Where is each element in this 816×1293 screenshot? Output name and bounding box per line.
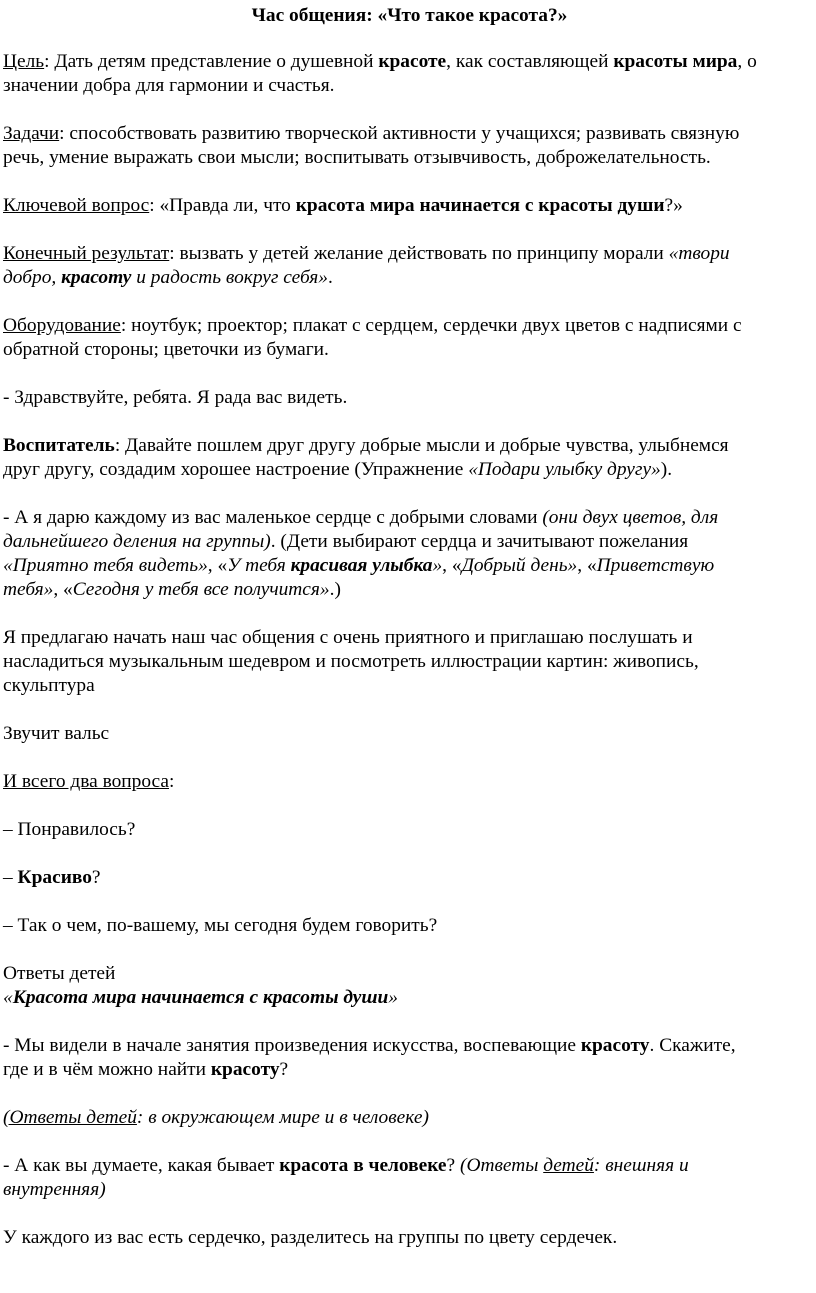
equipment-label: Оборудование bbox=[3, 315, 121, 336]
hearts-line-2 bbox=[3, 530, 816, 554]
what-beauty-text: - А как вы думаете, какая бывает bbox=[3, 1155, 280, 1176]
what-beauty-italic: (Ответы bbox=[460, 1155, 544, 1176]
question-2-mark: ? bbox=[91, 867, 101, 888]
result-italic: добро, bbox=[3, 267, 62, 288]
two-questions-label: И всего два вопроса bbox=[3, 771, 169, 792]
hearts-italic: Сегодня у тебя все получится» bbox=[72, 579, 330, 600]
teacher-line-2 bbox=[3, 458, 816, 482]
hearts-line-4 bbox=[3, 578, 816, 602]
saw-text: - Мы видели в начале занятия произведения искусства, воспевающие bbox=[3, 1035, 581, 1056]
tasks-line-2: речь, умение выражать свои мысли; воспитывать отзывчивость, доброжелательность. bbox=[3, 147, 711, 168]
tasks-line-1 bbox=[3, 122, 816, 146]
saw-text: . Скажите, bbox=[649, 1035, 736, 1056]
key-question-line bbox=[3, 194, 816, 218]
answers-quote: Красота мира начинается с красоты души bbox=[12, 987, 389, 1008]
answers-quote-mark: « bbox=[3, 987, 13, 1008]
hearts-text: .) bbox=[329, 579, 341, 600]
hearts-italic: тебя» bbox=[3, 579, 54, 600]
saw-bold: красоту bbox=[210, 1059, 280, 1080]
two-questions-colon: : bbox=[169, 771, 175, 792]
saw-text: ? bbox=[279, 1059, 289, 1080]
result-line-1 bbox=[3, 242, 816, 266]
what-beauty-italic: : внешняя и bbox=[593, 1155, 689, 1176]
question-3: – Так о чем, по-вашему, мы сегодня будем говорить? bbox=[3, 915, 438, 936]
teacher-text: : Давайте пошлем друг другу добрые мысли и добрые чувства, улыбнемся bbox=[114, 435, 729, 456]
answers-2-label: (Ответы детей bbox=[3, 1107, 137, 1128]
result-line-2 bbox=[3, 266, 816, 290]
hearts-italic: Приветствую bbox=[596, 555, 715, 576]
hearts-text: , « bbox=[53, 579, 73, 600]
hearts-text: , « bbox=[577, 555, 597, 576]
equipment-line-1 bbox=[3, 314, 816, 338]
answers-label: Ответы детей bbox=[3, 963, 116, 984]
goal-bold-beauty: красоте bbox=[378, 51, 447, 72]
hearts-italic: » bbox=[432, 555, 443, 576]
hearts-text: - А я дарю каждому из вас маленькое сердце с добрыми словами bbox=[3, 507, 543, 528]
hearts-text: , « bbox=[207, 555, 228, 576]
goal-line-2: значении добра для гармонии и счастья. bbox=[3, 75, 335, 96]
answers-quote-mark: » bbox=[388, 987, 398, 1008]
waltz-line: Звучит вальс bbox=[3, 723, 110, 744]
answers-2-text: : в окружающем мире и в человеке) bbox=[136, 1107, 429, 1128]
result-italic: «твори bbox=[668, 243, 730, 264]
result-italic: и радость вокруг себя» bbox=[131, 267, 328, 288]
result-text: . bbox=[327, 267, 333, 288]
key-question-label: Ключевой вопрос bbox=[3, 195, 150, 216]
goal-text: , о bbox=[737, 51, 757, 72]
greeting-line: - Здравствуйте, ребята. Я рада вас видеть. bbox=[3, 387, 348, 408]
suggest-line-1: Я предлагаю начать наш час общения с очень приятного и приглашаю послушать и bbox=[3, 627, 693, 648]
document-page bbox=[0, 4, 816, 1293]
tasks-label: Задачи bbox=[3, 123, 60, 144]
goal-text: : Дать детям представление о душевной bbox=[44, 51, 379, 72]
hearts-italic: дальнейшего деления на группы) bbox=[3, 531, 271, 552]
answers-quote-line bbox=[3, 986, 816, 1010]
hearts-italic: У тебя bbox=[227, 555, 291, 576]
question-2 bbox=[3, 866, 816, 890]
result-bold-italic: красоту bbox=[61, 267, 132, 288]
what-beauty-line-1 bbox=[3, 1154, 816, 1178]
key-question-text: : «Правда ли, что bbox=[149, 195, 296, 216]
hearts-text: . (Дети выбирают сердца и зачитывают пожелания bbox=[270, 531, 689, 552]
saw-text: где и в чём можно найти bbox=[3, 1059, 211, 1080]
key-question-text: ?» bbox=[664, 195, 683, 216]
what-beauty-line-2: внутренняя) bbox=[3, 1179, 106, 1200]
document-title: Час общения: «Что такое красота?» bbox=[251, 5, 568, 26]
goal-bold-world-beauty: красоты мира bbox=[613, 51, 738, 72]
hearts-italic: «Приятно тебя видеть» bbox=[3, 555, 208, 576]
hearts-italic: (они двух цветов, для bbox=[542, 507, 719, 528]
teacher-line-1 bbox=[3, 434, 816, 458]
hearts-italic: Добрый день» bbox=[461, 555, 578, 576]
question-1: – Понравилось? bbox=[3, 819, 136, 840]
hearts-line-3 bbox=[3, 554, 816, 578]
teacher-text: ). bbox=[660, 459, 673, 480]
answers-2-line bbox=[3, 1106, 816, 1130]
hearts-line-1 bbox=[3, 506, 816, 530]
question-2-bold: Красиво bbox=[17, 867, 92, 888]
equipment-line-2: обратной стороны; цветочки из бумаги. bbox=[3, 339, 329, 360]
suggest-line-3: скульптура bbox=[3, 675, 95, 696]
key-question-bold: красота мира начинается с красоты души bbox=[295, 195, 665, 216]
tasks-text: : способствовать развитию творческой активности у учащихся; развивать связную bbox=[59, 123, 740, 144]
result-label: Конечный результат bbox=[3, 243, 170, 264]
what-beauty-bold: красота в человеке bbox=[279, 1155, 447, 1176]
question-2-dash: – bbox=[3, 867, 18, 888]
closing-line: У каждого из вас есть сердечко, разделитесь на группы по цвету сердечек. bbox=[3, 1227, 618, 1248]
what-beauty-underlined: детей bbox=[543, 1155, 594, 1176]
goal-text: , как составляющей bbox=[446, 51, 614, 72]
saw-line-2 bbox=[3, 1058, 816, 1082]
two-questions-line bbox=[3, 770, 816, 794]
hearts-bold-italic: красивая улыбка bbox=[290, 555, 433, 576]
what-beauty-text: ? bbox=[446, 1155, 460, 1176]
suggest-line-2: насладиться музыкальным шедевром и посмотреть иллюстрации картин: живопись, bbox=[3, 651, 699, 672]
goal-line-1 bbox=[3, 50, 816, 74]
saw-bold: красоту bbox=[580, 1035, 650, 1056]
result-text: : вызвать у детей желание действовать по принципу морали bbox=[169, 243, 669, 264]
hearts-text: , « bbox=[442, 555, 462, 576]
saw-line-1 bbox=[3, 1034, 816, 1058]
goal-label: Цель bbox=[3, 51, 45, 72]
equipment-text: : ноутбук; проектор; плакат с сердцем, сердечки двух цветов с надписями с bbox=[120, 315, 742, 336]
teacher-text: друг другу, создадим хорошее настроение (Упражнение bbox=[3, 459, 469, 480]
teacher-italic: «Подари улыбку другу» bbox=[468, 459, 661, 480]
teacher-label: Воспитатель bbox=[3, 435, 115, 456]
